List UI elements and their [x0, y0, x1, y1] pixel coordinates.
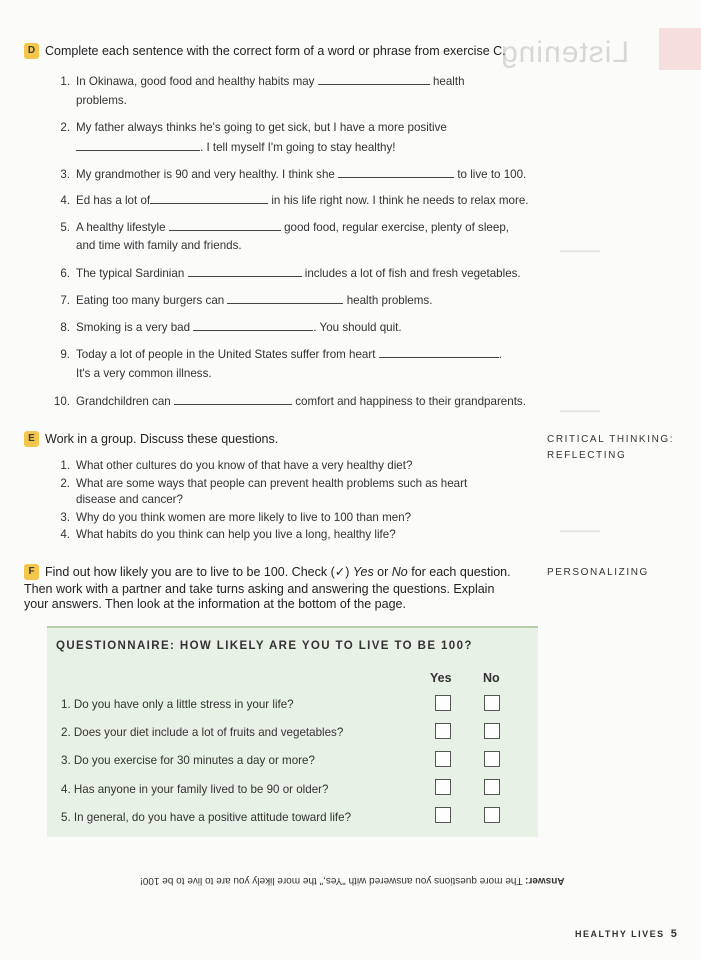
answer-blank[interactable]	[227, 293, 343, 304]
page-footer	[575, 928, 678, 940]
question-row: 1. Do you have only a little stress in your life?	[61, 698, 294, 711]
yes-checkbox[interactable]	[435, 779, 451, 795]
list-item: 8. Smoking is a very bad . You should quit.	[60, 321, 402, 334]
yes-column-header: Yes	[430, 671, 452, 685]
no-checkbox[interactable]	[484, 779, 500, 795]
answer-blank[interactable]	[150, 193, 268, 204]
list-item: 3. Why do you think women are more likely to live to 100 than men?	[60, 511, 412, 524]
list-item: 4. Ed has a lot of in his life right now. I think he needs to relax more.	[60, 194, 529, 207]
bleed-through-text: Listening	[500, 36, 630, 69]
list-item: 1. In Okinawa, good food and healthy habits may health	[60, 75, 465, 88]
no-checkbox[interactable]	[484, 751, 500, 767]
no-column-header: No	[483, 671, 500, 685]
section-d-badge: D	[24, 43, 39, 59]
questionnaire-title: QUESTIONNAIRE: HOW LIKELY ARE YOU TO LIVE TO BE 100?	[56, 640, 473, 652]
answer-blank[interactable]	[174, 394, 292, 405]
list-item: 4. What habits do you think can help you live a long, healthy life?	[60, 528, 396, 541]
answer-blank[interactable]	[379, 347, 499, 358]
list-item: 3. My grandmother is 90 and very healthy. I think she to live to 100.	[60, 168, 527, 181]
list-item-cont: problems.	[76, 94, 127, 107]
list-item: 2. What are some ways that people can prevent health problems such as heart	[60, 477, 468, 490]
running-title: HEALTHY LIVES	[575, 929, 665, 939]
list-item-cont: It's a very common illness.	[76, 367, 212, 380]
list-item-cont: disease and cancer?	[76, 493, 183, 506]
personalizing-label: PERSONALIZING	[547, 567, 649, 578]
section-e-badge: E	[24, 431, 39, 447]
section-e-heading: E Work in a group. Discuss these questions.	[24, 430, 278, 448]
answer-blank[interactable]	[169, 220, 281, 231]
answer-blank[interactable]	[188, 266, 302, 277]
list-item: 1. What other cultures do you know of that have a very healthy diet?	[60, 459, 413, 472]
no-checkbox[interactable]	[484, 695, 500, 711]
answer-blank[interactable]	[338, 167, 454, 178]
bleed-through-text: ━━━━━━	[560, 406, 600, 418]
list-item-cont: . I tell myself I'm going to stay healthy!	[76, 140, 396, 154]
section-f-heading: F Find out how likely you are to live to be 100. Check (✓) Yes or No for each question. Then work with a partner and take turns asking and answering the questions. Explain your answers. Then look at the information at the bottom of the page.	[24, 565, 511, 611]
answer-blank[interactable]	[193, 320, 313, 331]
question-row: 3. Do you exercise for 30 minutes a day or more?	[61, 754, 315, 767]
upside-down-answer: Answer: The more questions you answered with "Yes," the more likely you are to live to be 100!	[140, 875, 565, 886]
question-row: 5. In general, do you have a positive attitude toward life?	[61, 811, 352, 824]
bleed-through-tab	[659, 28, 701, 70]
bleed-through-text: ━━━━━━	[560, 526, 600, 538]
question-row: 4. Has anyone in your family lived to be 90 or older?	[61, 783, 329, 796]
answer-blank[interactable]	[76, 140, 200, 151]
questionnaire-top-rule	[47, 626, 538, 628]
yes-checkbox[interactable]	[435, 807, 451, 823]
no-checkbox[interactable]	[484, 807, 500, 823]
no-checkbox[interactable]	[484, 723, 500, 739]
answer-blank[interactable]	[318, 74, 430, 85]
list-item: 9. Today a lot of people in the United States suffer from heart .	[60, 348, 502, 361]
list-item: 6. The typical Sardinian includes a lot of fish and fresh vegetables.	[60, 267, 521, 280]
list-item: 10. Grandchildren can comfort and happiness to their grandparents.	[53, 395, 526, 408]
section-d-heading: D Complete each sentence with the correct form of a word or phrase from exercise C.	[24, 42, 506, 60]
list-item-cont: and time with family and friends.	[76, 239, 242, 252]
question-row: 2. Does your diet include a lot of fruits and vegetables?	[61, 726, 344, 739]
yes-checkbox[interactable]	[435, 723, 451, 739]
list-item: 7. Eating too many burgers can health problems.	[60, 294, 433, 307]
yes-checkbox[interactable]	[435, 751, 451, 767]
questionnaire-box	[47, 626, 538, 837]
list-item: 2. My father always thinks he's going to get sick, but I have a more positive	[60, 121, 447, 134]
page-number: 5	[670, 928, 679, 940]
critical-thinking-label: CRITICAL THINKING: REFLECTING	[547, 434, 675, 461]
list-item: 5. A healthy lifestyle good food, regular exercise, plenty of sleep,	[60, 221, 509, 234]
yes-checkbox[interactable]	[435, 695, 451, 711]
bleed-through-text: ━━━━━━	[560, 246, 600, 258]
section-f-badge: F	[24, 564, 39, 580]
